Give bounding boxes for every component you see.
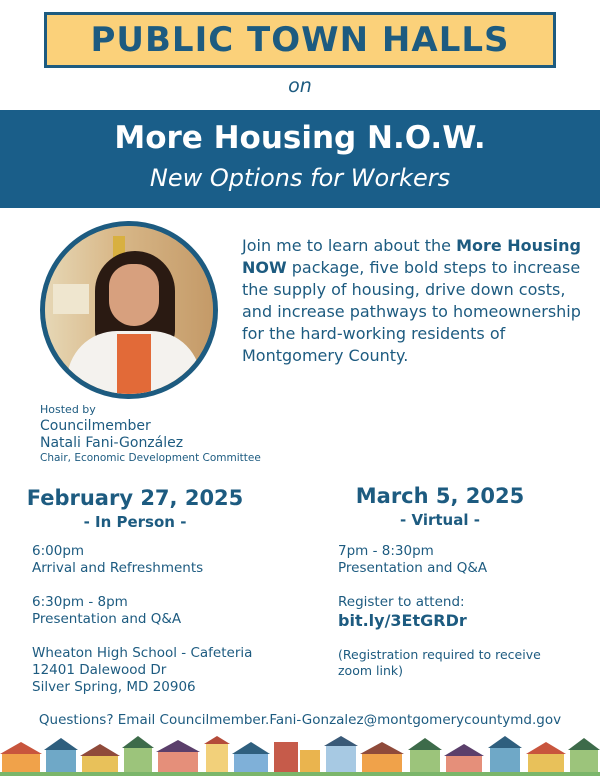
event1-address1: 12401 Dalewood Dr <box>32 662 167 678</box>
banner-subtitle: New Options for Workers <box>149 164 451 192</box>
event1-time1: 6:00pm <box>32 543 85 559</box>
event1-venue: Wheaton High School - Cafeteria <box>32 645 253 661</box>
event2-mode: - Virtual - <box>400 511 480 529</box>
intro-paragraph <box>242 235 594 367</box>
hosted-by-label: Hosted by <box>40 403 96 416</box>
event2-note2: zoom link) <box>338 663 403 678</box>
host-name: Natali Fani-González <box>40 435 184 451</box>
event1-address2: Silver Spring, MD 20906 <box>32 679 196 695</box>
event2-register: Register to attend: <box>338 594 465 610</box>
host-chair: Chair, Economic Development Committee <box>40 452 261 464</box>
event2-date: March 5, 2025 <box>355 484 525 508</box>
intro-bold: More Housing NOW <box>242 236 581 277</box>
on-label: on <box>288 75 312 97</box>
page-title: PUBLIC TOWN HALLS <box>90 20 510 60</box>
registration-link[interactable]: bit.ly/3EtGRDr <box>338 611 467 630</box>
questions-contact[interactable]: Questions? Email Councilmember.Fani-Gonzalez@montgomerycountymd.gov <box>38 712 562 728</box>
event1-desc1: Arrival and Refreshments <box>32 560 204 576</box>
event2-note1: (Registration required to receive <box>338 647 541 662</box>
houses-illustration <box>0 736 600 776</box>
title-box <box>44 12 556 68</box>
event1-date: February 27, 2025 <box>26 486 244 510</box>
event1-time2: 6:30pm - 8pm <box>32 594 128 610</box>
councilmember-photo <box>40 221 218 399</box>
event1-mode: - In Person - <box>83 513 187 531</box>
banner-title: More Housing N.O.W. <box>114 120 486 156</box>
intro-pre: Join me to learn about the <box>242 236 457 255</box>
event2-desc1: Presentation and Q&A <box>338 560 488 576</box>
event1-desc2: Presentation and Q&A <box>32 611 182 627</box>
event2-time1: 7pm - 8:30pm <box>338 543 434 559</box>
intro-post: package, five bold steps to increase the supply of housing, drive down costs, and increase pathways to homeownership for the hard-working residents of Montgomery County. <box>242 258 581 365</box>
host-role: Councilmember <box>40 418 151 434</box>
